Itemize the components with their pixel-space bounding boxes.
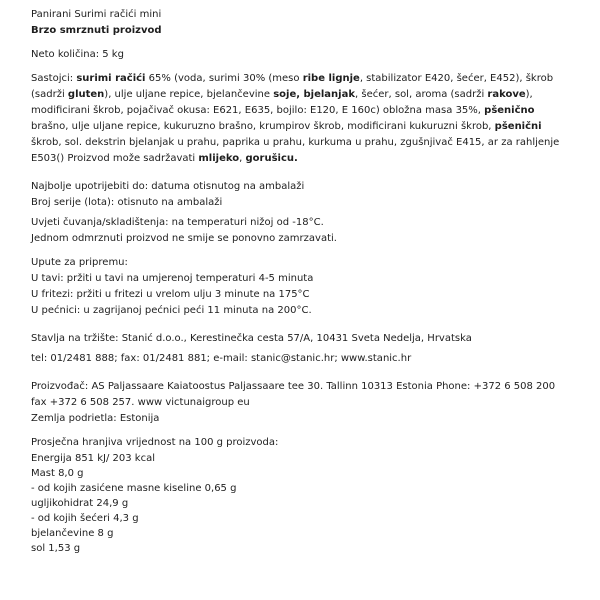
allergen-milk: mlijeko [198, 153, 240, 164]
ingredients-line-3 [31, 103, 600, 119]
distributor-address: Stavlja na tržište: Stanić d.o.o., Kerestinečka cesta 57/A, 10431 Sveta Nedelja, Hrvatska [31, 333, 472, 344]
ingredients-text: ), ulje uljane repice, bjelančevine [104, 89, 274, 100]
nutrition-row: sol 1,53 g [31, 543, 81, 554]
ingredients-line-1 [31, 71, 600, 87]
ingredients-block [31, 71, 600, 167]
ingredients-line-6 [31, 151, 600, 167]
nutrition-block [31, 435, 600, 556]
ingredients-text: brašno, ulje uljane repice, kukuruzno brašno, krumpirov škrob, modificirani kukuruzni škrob, [31, 121, 495, 132]
preparation-fryer: U fritezi: pržiti u fritezi u vrelom ulju 3 minute na 175°C [31, 289, 310, 300]
allergen-surimi: surimi račići [76, 73, 146, 84]
ingredients-text: , [239, 153, 246, 164]
nutrition-row: bjelančevine 8 g [31, 528, 114, 539]
best-before: Najbolje upotrijebiti do: datuma otisnutog na ambalaži [31, 181, 305, 192]
allergen-wheat-flour: pšenično [484, 105, 535, 116]
ingredients-line-5: škrob, sol. dekstrin bjelanjak u prahu, paprika u prahu, kurkuma u prahu, zgušnjivač E415, ar za rahljenje [31, 137, 560, 148]
product-subtitle: Brzo smrznuti proizvod [31, 25, 162, 36]
nutrition-row: Energija 851 kJ/ 203 kcal [31, 453, 155, 464]
ingredients-line-2 [31, 87, 600, 103]
ingredients-text: ), [525, 89, 533, 100]
ingredients-text: , stabilizator E420, šećer, E452), škrob [359, 73, 554, 84]
preparation-oven: U pećnici: u zagrijanoj pećnici peći 11 minuta na 200°C. [31, 305, 312, 316]
allergen-soy-egg: soje, bjelanjak [273, 89, 356, 100]
ingredients-text: E503() Proizvod može sadržavati [31, 153, 199, 164]
allergen-mustard: gorušicu. [245, 153, 298, 164]
ingredients-text: (sadrži [31, 89, 68, 100]
ingredients-text: , šećer, sol, aroma (sadrži [355, 89, 488, 100]
distributor-contact: tel: 01/2481 888; fax: 01/2481 881; e-mail: stanic@stanic.hr; www.stanic.hr [31, 353, 412, 364]
nutrition-row: ugljikohidrat 24,9 g [31, 498, 129, 509]
storage-warning: Jednom odmrznuti proizvod ne smije se ponovno zamrzavati. [31, 233, 337, 244]
ingredients-text: 65% (voda, surimi 30% (meso [145, 73, 303, 84]
allergen-wheat-starch: pšenični [494, 121, 542, 132]
producer-fax-web: fax +372 6 508 257. www victunaigroup eu [31, 397, 250, 408]
allergen-crustaceans: rakove [487, 89, 526, 100]
batch-number: Broj serije (lota): otisnuto na ambalaži [31, 197, 223, 208]
preparation-title: Upute za pripremu: [31, 257, 128, 268]
ingredients-text: modificirani škrob, pojačivač okusa: E621, E635, bojilo: E120, E 160c) obložna masa 35%, [31, 105, 485, 116]
preparation-pan: U tavi: pržiti u tavi na umjerenoj temperaturi 4-5 minuta [31, 273, 314, 284]
storage-conditions: Uvjeti čuvanja/skladištenja: na temperaturi nižoj od -18°C. [31, 217, 324, 228]
nutrition-title: Prosječna hranjiva vrijednost na 100 g proizvoda: [31, 437, 279, 448]
net-quantity: Neto količina: 5 kg [31, 49, 124, 60]
country-of-origin: Zemlja podrietla: Estonija [31, 413, 160, 424]
nutrition-row: - od kojih šećeri 4,3 g [31, 513, 139, 524]
nutrition-row: - od kojih zasićene masne kiseline 0,65 g [31, 483, 237, 494]
product-name: Panirani Surimi račići mini [31, 9, 162, 20]
ingredients-label: Sastojci: [31, 73, 77, 84]
producer-address: Proizvođač: AS Paljassaare Kaiatoostus Paljassaare tee 30. Tallinn 10313 Estonia Phone: +372 6 508 200 [31, 381, 556, 392]
ingredients-line-4 [31, 119, 600, 135]
allergen-squid: ribe lignje [302, 73, 360, 84]
nutrition-row: Mast 8,0 g [31, 468, 84, 479]
allergen-gluten: gluten [67, 89, 105, 100]
